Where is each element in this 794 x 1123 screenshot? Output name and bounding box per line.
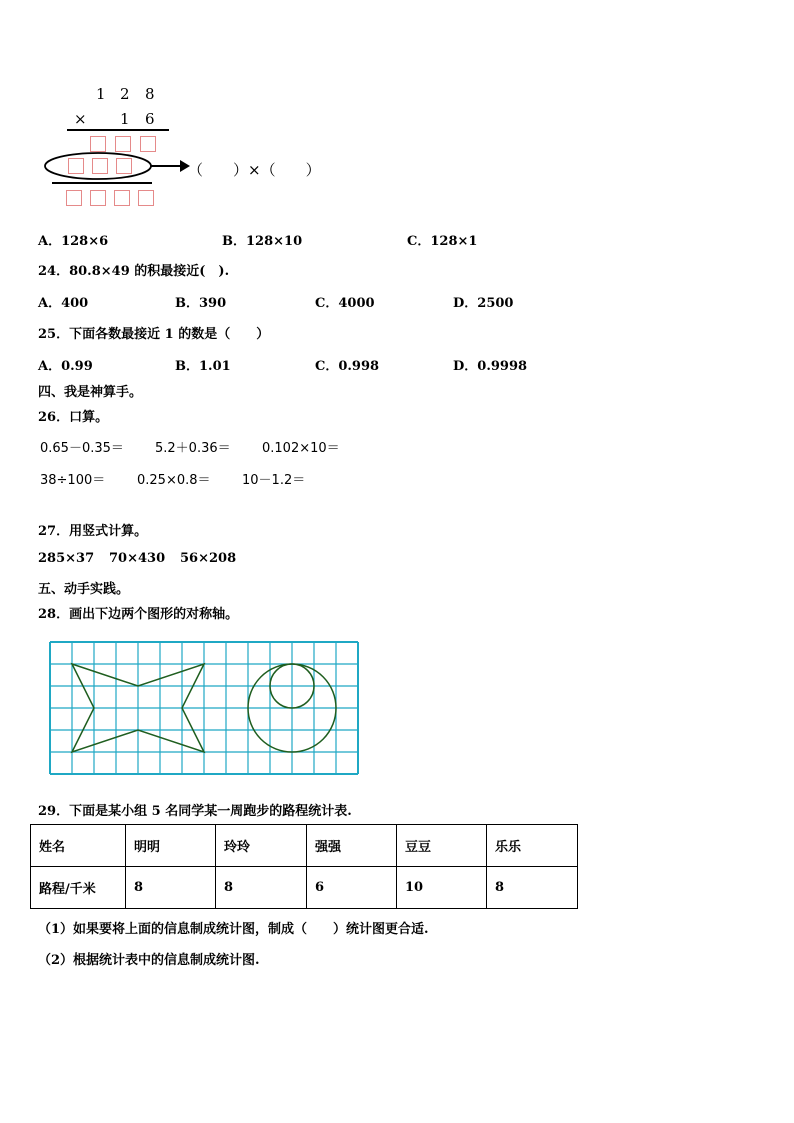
table-row	[31, 825, 578, 867]
option-a[interactable]	[38, 292, 88, 311]
option-d[interactable]	[453, 292, 513, 311]
option-b[interactable]	[175, 355, 231, 374]
option-letter: B．	[175, 359, 199, 374]
top-digit: 8	[145, 85, 155, 103]
bottom-digit: 6	[145, 110, 155, 128]
q29-sub2: （2）根据统计表中的信息制成统计图.	[38, 953, 260, 968]
multiplication-line-2	[52, 182, 152, 184]
table-cell: 乐乐	[487, 825, 578, 867]
option-c[interactable]	[407, 230, 477, 249]
table-cell: 路程/千米	[31, 867, 126, 909]
multiplication-line-1	[67, 129, 169, 131]
table-cell: 10	[397, 867, 487, 909]
table-cell: 8	[216, 867, 307, 909]
table-cell: 豆豆	[397, 825, 487, 867]
option-a[interactable]	[38, 355, 93, 374]
mental-calc-item: 0.25×0.8＝	[137, 473, 211, 488]
mental-calc-item: 38÷100＝	[40, 473, 106, 488]
table-cell: 强强	[307, 825, 397, 867]
grid-lines	[50, 642, 358, 774]
answer-box	[90, 190, 106, 206]
option-text: 4000	[338, 296, 375, 311]
option-b[interactable]	[175, 292, 226, 311]
option-letter: A．	[38, 359, 62, 374]
top-digit: 2	[120, 85, 130, 103]
option-text: 128×6	[61, 234, 109, 249]
table-cell: 明明	[126, 825, 216, 867]
table-cell: 玲玲	[216, 825, 307, 867]
answer-box	[66, 190, 82, 206]
table-cell: 6	[307, 867, 397, 909]
option-letter: B．	[222, 234, 246, 249]
q26-stem: 26．口算。	[38, 410, 109, 425]
option-letter: A．	[38, 234, 62, 249]
option-text: 1.01	[199, 359, 231, 374]
answer-box	[114, 190, 130, 206]
q27-stem: 27．用竖式计算。	[38, 524, 148, 539]
q29-sub1: （1）如果要将上面的信息制成统计图，制成（ ）统计图更合适.	[38, 922, 429, 937]
factor-parentheses: （ ）×（ ）	[188, 161, 321, 179]
q25-stem: 25．下面各数最接近 1 的数是（ ）	[38, 327, 270, 342]
option-text: 0.9998	[477, 359, 528, 374]
mental-calc-item: 5.2＋0.36＝	[155, 441, 231, 456]
option-letter: D．	[453, 296, 478, 311]
running-distance-table	[30, 824, 578, 909]
option-letter: A．	[38, 296, 62, 311]
vertical-calc-item: 56×208	[180, 551, 237, 566]
option-b[interactable]	[222, 230, 302, 249]
option-letter: C．	[315, 359, 339, 374]
table-cell: 8	[487, 867, 578, 909]
section-heading: 四、我是神算手。	[38, 385, 143, 400]
symmetry-grid-figure	[48, 640, 360, 776]
top-digit: 1	[96, 85, 106, 103]
option-d[interactable]	[453, 355, 527, 374]
option-text: 0.998	[338, 359, 380, 374]
section-heading: 五、动手实践。	[38, 582, 130, 597]
option-a[interactable]	[38, 230, 108, 249]
table-cell: 姓名	[31, 825, 126, 867]
times-sign: ×	[74, 110, 87, 128]
mental-calc-item: 10－1.2＝	[242, 473, 306, 488]
option-c[interactable]	[315, 292, 375, 311]
option-text: 400	[61, 296, 89, 311]
vertical-calc-item: 285×37	[38, 551, 95, 566]
option-text: 0.99	[61, 359, 93, 374]
option-letter: C．	[315, 296, 339, 311]
option-text: 2500	[477, 296, 514, 311]
option-letter: D．	[453, 359, 478, 374]
table-row	[31, 867, 578, 909]
bottom-digit: 1	[120, 110, 130, 128]
option-letter: C．	[407, 234, 431, 249]
option-text: 390	[199, 296, 227, 311]
option-text: 128×10	[246, 234, 303, 249]
mental-calc-item: 0.102×10＝	[262, 441, 340, 456]
q29-stem: 29．下面是某小组 5 名同学某一周跑步的路程统计表.	[38, 804, 352, 819]
option-text: 128×1	[430, 234, 478, 249]
option-c[interactable]	[315, 355, 379, 374]
table-cell: 8	[126, 867, 216, 909]
vertical-calc-item: 70×430	[109, 551, 166, 566]
q28-stem: 28．画出下边两个图形的对称轴。	[38, 607, 239, 622]
mental-calc-item: 0.65－0.35＝	[40, 441, 124, 456]
option-letter: B．	[175, 296, 199, 311]
answer-box	[138, 190, 154, 206]
q24-stem: 24．80.8×49 的积最接近( ).	[38, 264, 230, 279]
